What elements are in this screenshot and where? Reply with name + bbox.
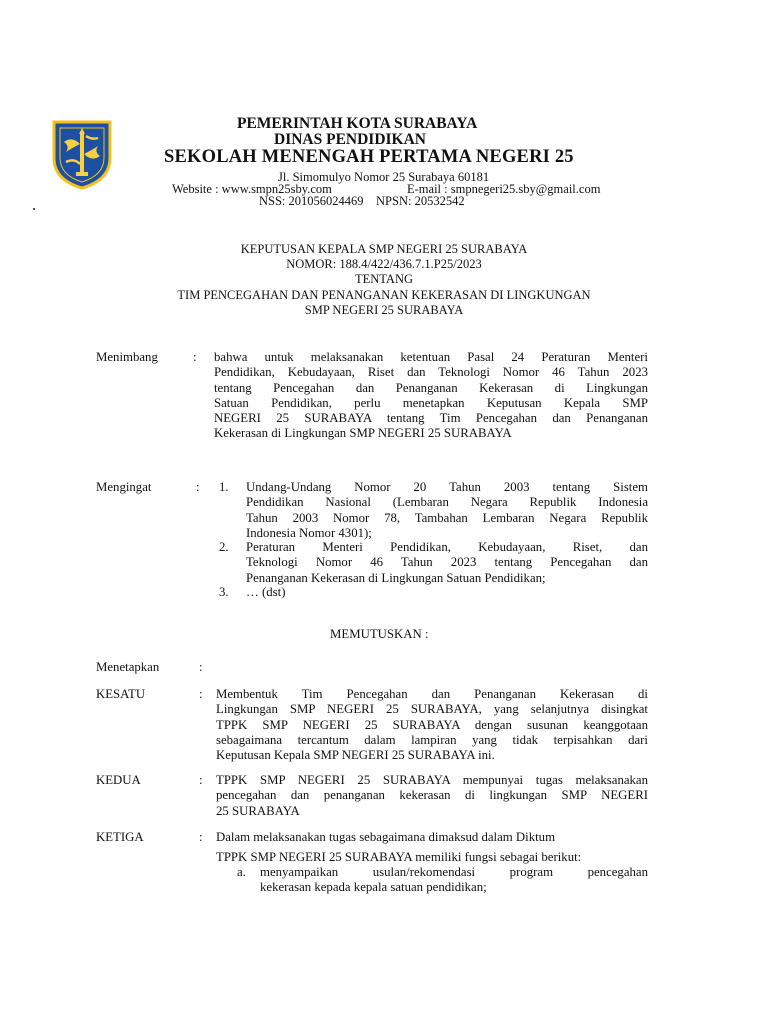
mengingat-item-1 bbox=[246, 480, 648, 541]
menimbang-line: NEGERI 25 SURABAYA tentang Tim Pencegahan dan Penanganan bbox=[214, 411, 648, 426]
ketiga-label: KETIGA bbox=[96, 830, 144, 844]
ketiga-sub-line: kekerasan kepada kepala satuan pendidikan; bbox=[260, 880, 487, 895]
kesatu-line: Keputusan Kepala SMP NEGERI 25 SURABAYA ini. bbox=[216, 748, 495, 763]
surabaya-city-crest-icon bbox=[50, 118, 114, 190]
menimbang-line: Satuan Pendidikan, perlu menetapkan Keputusan Kepala SMP bbox=[214, 395, 648, 410]
menetapkan-label: Menetapkan bbox=[96, 660, 160, 674]
decree-tentang: TENTANG bbox=[354, 272, 413, 287]
menimbang-line: bahwa untuk melaksanakan ketentuan Pasal 24 Peraturan Menteri bbox=[214, 350, 648, 364]
kesatu-line: TPPK SMP NEGERI 25 SURABAYA dengan susunan keanggotaan bbox=[216, 717, 648, 732]
kesatu-text bbox=[216, 687, 648, 763]
mengingat-item-line: Indonesia Nomor 4301); bbox=[246, 525, 372, 540]
school-ids: NSS: 201056024469 NPSN: 20532542 bbox=[259, 194, 465, 208]
ketiga-colon: : bbox=[199, 830, 203, 844]
menimbang-label: Menimbang bbox=[96, 350, 158, 364]
ketiga-sub-a bbox=[260, 865, 648, 896]
kesatu-line: Lingkungan SMP NEGERI 25 SURABAYA, yang selanjutnya disingkat bbox=[216, 702, 648, 717]
mengingat-label: Mengingat bbox=[96, 480, 152, 494]
menimbang-line: Kekerasan di Lingkungan SMP NEGERI 25 SURABAYA bbox=[214, 426, 512, 441]
school-email: E-mail : smpnegeri25.sby@gmail.com bbox=[407, 182, 601, 196]
kesatu-line: Membentuk Tim Pencegahan dan Penanganan Kekerasan di bbox=[216, 687, 648, 701]
decree-number: NOMOR: 188.4/422/436.7.1.P25/2023 bbox=[286, 257, 482, 272]
mengingat-colon: : bbox=[196, 480, 200, 494]
mengingat-item-line: Peraturan Menteri Pendidikan, Kebudayaan, Riset, dan bbox=[246, 540, 648, 554]
ketiga-line-1: Dalam melaksanakan tugas sebagaimana dimaksud dalam Diktum bbox=[216, 830, 556, 844]
mengingat-item-3-number: 3. bbox=[219, 585, 229, 599]
kesatu-label: KESATU bbox=[96, 687, 146, 701]
menimbang-line: tentang Pencegahan dan Penanganan Kekerasan di Lingkungan bbox=[214, 380, 648, 395]
kedua-colon: : bbox=[199, 773, 203, 787]
school-website: Website : www.smpn25sby.com bbox=[172, 182, 332, 196]
mengingat-item-line: Penanganan Kekerasan di Lingkungan Satuan Pendidikan; bbox=[246, 570, 546, 585]
menimbang-colon: : bbox=[193, 350, 197, 364]
school-name: SEKOLAH MENENGAH PERTAMA NEGERI 25 bbox=[164, 147, 574, 167]
kedua-text bbox=[216, 773, 648, 819]
government-line: PEMERINTAH KOTA SURABAYA bbox=[237, 115, 478, 132]
decree-subject-line-2: SMP NEGERI 25 SURABAYA bbox=[304, 302, 464, 317]
mengingat-item-line: Undang-Undang Nomor 20 Tahun 2003 tentang Sistem bbox=[246, 480, 648, 494]
mengingat-item-line: … (dst) bbox=[246, 585, 286, 599]
decree-line-1: KEPUTUSAN KEPALA SMP NEGERI 25 SURABAYA bbox=[240, 242, 528, 256]
ketiga-line-2: TPPK SMP NEGERI 25 SURABAYA memiliki fungsi sebagai berikut: bbox=[216, 850, 582, 864]
mengingat-item-3 bbox=[246, 585, 648, 600]
school-address: Jl. Simomulyo Nomor 25 Surabaya 60181 bbox=[278, 170, 490, 184]
kedua-line: TPPK SMP NEGERI 25 SURABAYA mempunyai tugas melaksanakan bbox=[216, 773, 648, 787]
ketiga-sub-a-letter: a. bbox=[237, 865, 246, 879]
kedua-line: pencegahan dan penanganan kekerasan di lingkungan SMP NEGERI bbox=[216, 788, 648, 803]
mengingat-item-line: Tahun 2003 Nomor 78, Tambahan Lembaran Negara Republik bbox=[246, 510, 648, 525]
mengingat-item-line: Teknologi Nomor 46 Tahun 2023 tentang Pencegahan dan bbox=[246, 555, 648, 570]
kedua-label: KEDUA bbox=[96, 773, 141, 787]
decree-title bbox=[0, 242, 768, 318]
ketiga-sub-line: menyampaikan usulan/rekomendasi program pencegahan bbox=[260, 865, 648, 879]
department-line: DINAS PENDIDIKAN bbox=[274, 131, 427, 148]
mengingat-item-2-number: 2. bbox=[219, 540, 229, 554]
mengingat-item-line: Pendidikan Nasional (Lembaran Negara Republik Indonesia bbox=[246, 495, 648, 510]
menimbang-line: Pendidikan, Kebudayaan, Riset dan Teknologi Nomor 46 Tahun 2023 bbox=[214, 365, 648, 380]
kesatu-line: sebagaimana tercantum dalam lampiran yang tidak terpisahkan dari bbox=[216, 732, 648, 747]
stray-mark bbox=[33, 208, 35, 210]
memutuskan-heading: MEMUTUSKAN : bbox=[330, 627, 429, 641]
mengingat-item-2 bbox=[246, 540, 648, 586]
school-logo bbox=[50, 118, 114, 190]
decree-subject-line-1: TIM PENCEGAHAN DAN PENANGANAN KEKERASAN DI LINGKUNGAN bbox=[177, 287, 591, 302]
kedua-line: 25 SURABAYA bbox=[216, 803, 300, 818]
mengingat-item-1-number: 1. bbox=[219, 480, 229, 494]
menimbang-text bbox=[214, 350, 648, 442]
kesatu-colon: : bbox=[199, 687, 203, 701]
menetapkan-colon: : bbox=[199, 660, 203, 674]
